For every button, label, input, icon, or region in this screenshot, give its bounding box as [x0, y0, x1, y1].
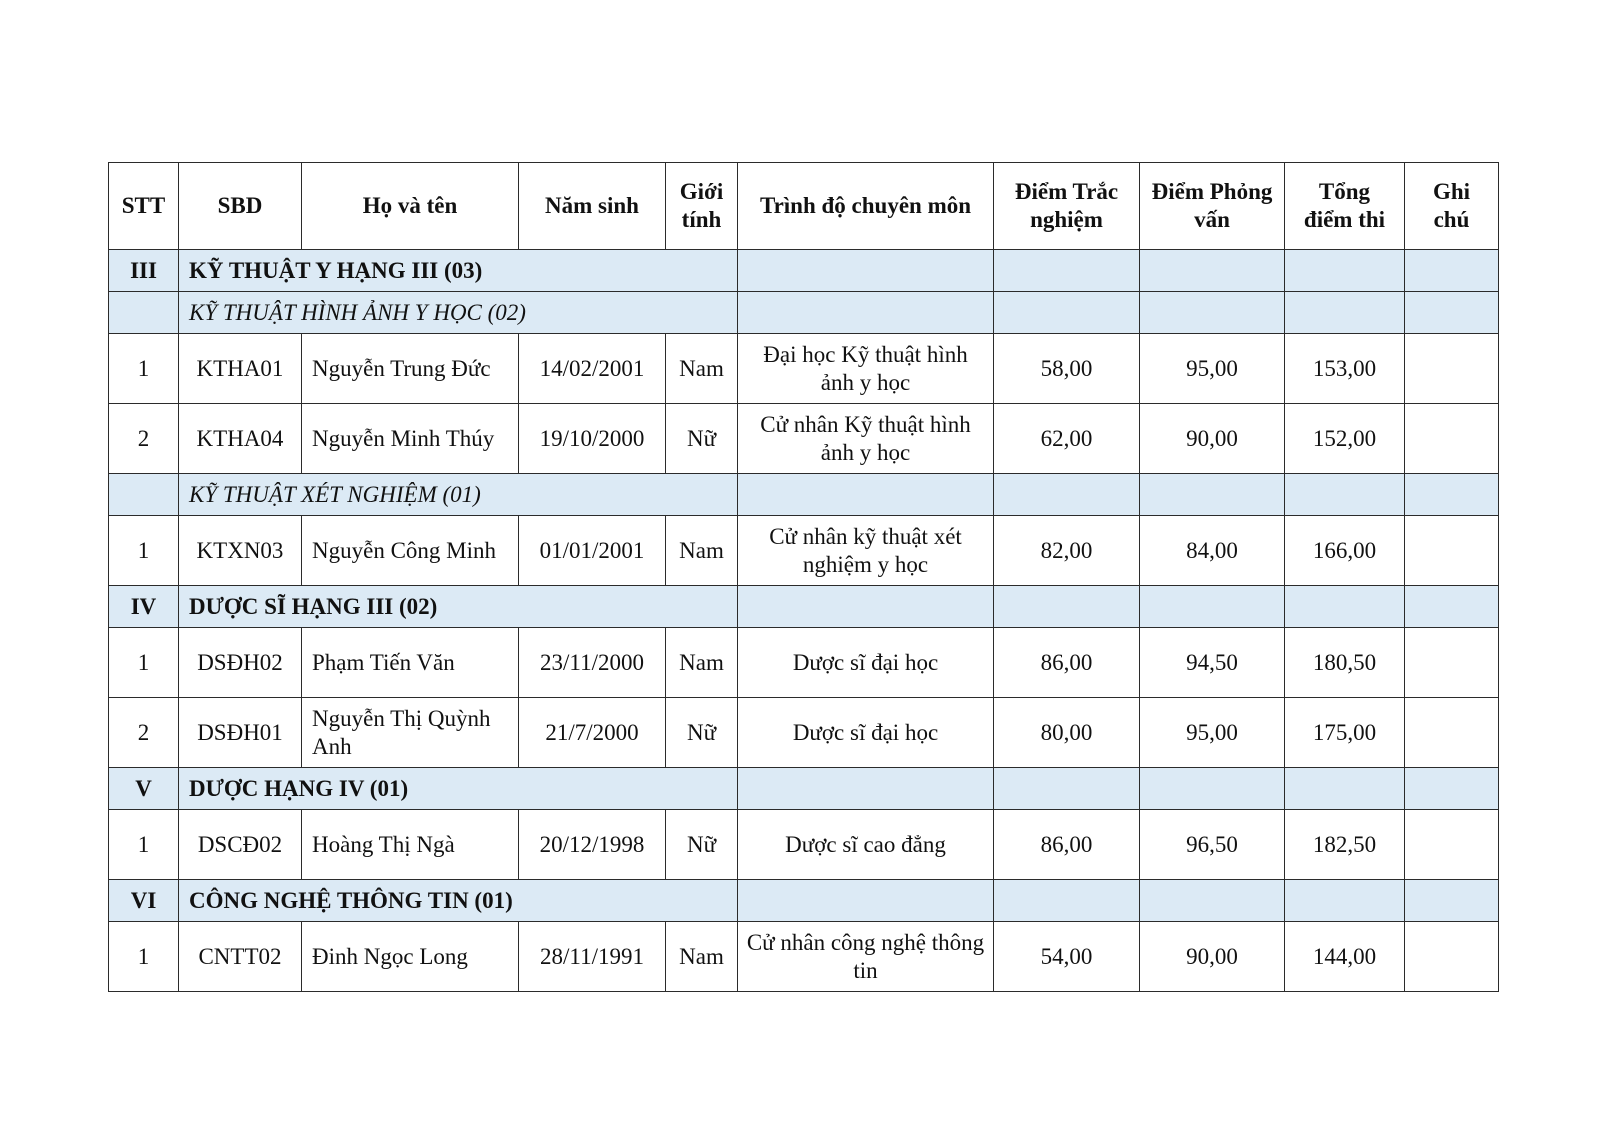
note-cell [1405, 698, 1499, 768]
name-cell: Hoàng Thị Ngà [302, 810, 519, 880]
test-score-cell: 82,00 [994, 516, 1140, 586]
gender-cell: Nam [666, 516, 738, 586]
header-name: Họ và tên [302, 163, 519, 250]
header-gender: Giới tính [666, 163, 738, 250]
test-score-cell: 62,00 [994, 404, 1140, 474]
subsection-title: KỸ THUẬT XÉT NGHIỆM (01) [179, 474, 738, 516]
interview-score-cell: 90,00 [1140, 922, 1285, 992]
table-row [109, 334, 1499, 404]
note-cell [1405, 810, 1499, 880]
header-sbd: SBD [179, 163, 302, 250]
dob-cell: 14/02/2001 [519, 334, 666, 404]
interview-score-cell: 95,00 [1140, 698, 1285, 768]
empty-cell [1285, 474, 1405, 516]
results-table [108, 162, 1499, 992]
dob-cell: 19/10/2000 [519, 404, 666, 474]
qualification-cell: Đại học Kỹ thuật hình ảnh y học [738, 334, 994, 404]
empty-cell [1285, 880, 1405, 922]
stt-cell: 1 [109, 922, 179, 992]
empty-cell [994, 768, 1140, 810]
interview-score-cell: 96,50 [1140, 810, 1285, 880]
empty-cell [1405, 250, 1499, 292]
empty-cell [994, 292, 1140, 334]
table-row [109, 628, 1499, 698]
header-interview-score: Điểm Phỏng vấn [1140, 163, 1285, 250]
test-score-cell: 86,00 [994, 810, 1140, 880]
header-stt: STT [109, 163, 179, 250]
sbd-cell: KTXN03 [179, 516, 302, 586]
header-qualification: Trình độ chuyên môn [738, 163, 994, 250]
empty-cell [1140, 880, 1285, 922]
header-dob: Năm sinh [519, 163, 666, 250]
name-cell: Nguyễn Trung Đức [302, 334, 519, 404]
header-row [109, 163, 1499, 250]
sbd-cell: KTHA01 [179, 334, 302, 404]
stt-cell: 1 [109, 334, 179, 404]
stt-cell: 1 [109, 810, 179, 880]
section-title: DƯỢC HẠNG IV (01) [179, 768, 738, 810]
empty-cell [1140, 474, 1285, 516]
name-cell: Nguyễn Công Minh [302, 516, 519, 586]
note-cell [1405, 628, 1499, 698]
test-score-cell: 86,00 [994, 628, 1140, 698]
section-row [109, 250, 1499, 292]
section-number: V [109, 768, 179, 810]
section-title: KỸ THUẬT Y HẠNG III (03) [179, 250, 738, 292]
sbd-cell: DSĐH02 [179, 628, 302, 698]
empty-cell [1140, 586, 1285, 628]
section-row [109, 768, 1499, 810]
gender-cell: Nữ [666, 698, 738, 768]
test-score-cell: 80,00 [994, 698, 1140, 768]
empty-cell [738, 768, 994, 810]
name-cell: Phạm Tiến Văn [302, 628, 519, 698]
stt-cell: 1 [109, 628, 179, 698]
test-score-cell: 54,00 [994, 922, 1140, 992]
header-total-score: Tổng điểm thi [1285, 163, 1405, 250]
empty-cell [1285, 768, 1405, 810]
subsection-title: KỸ THUẬT HÌNH ẢNH Y HỌC (02) [179, 292, 738, 334]
total-score-cell: 152,00 [1285, 404, 1405, 474]
stt-cell: 2 [109, 404, 179, 474]
sbd-cell: DSĐH01 [179, 698, 302, 768]
qualification-cell: Dược sĩ đại học [738, 698, 994, 768]
sbd-cell: CNTT02 [179, 922, 302, 992]
table-row [109, 922, 1499, 992]
empty-cell [738, 250, 994, 292]
section-number: III [109, 250, 179, 292]
empty-cell [1405, 586, 1499, 628]
note-cell [1405, 922, 1499, 992]
name-cell: Nguyễn Thị Quỳnh Anh [302, 698, 519, 768]
subsection-row [109, 292, 1499, 334]
table-body [109, 250, 1499, 992]
dob-cell: 20/12/1998 [519, 810, 666, 880]
header-note: Ghi chú [1405, 163, 1499, 250]
gender-cell: Nữ [666, 810, 738, 880]
dob-cell: 28/11/1991 [519, 922, 666, 992]
table-row [109, 810, 1499, 880]
dob-cell: 01/01/2001 [519, 516, 666, 586]
empty-cell [738, 292, 994, 334]
section-number: VI [109, 880, 179, 922]
dob-cell: 21/7/2000 [519, 698, 666, 768]
qualification-cell: Dược sĩ cao đẳng [738, 810, 994, 880]
empty-cell [1140, 250, 1285, 292]
interview-score-cell: 94,50 [1140, 628, 1285, 698]
stt-cell: 2 [109, 698, 179, 768]
empty-cell [1405, 292, 1499, 334]
subsection-number [109, 474, 179, 516]
empty-cell [1405, 880, 1499, 922]
note-cell [1405, 334, 1499, 404]
qualification-cell: Cử nhân công nghệ thông tin [738, 922, 994, 992]
empty-cell [1140, 292, 1285, 334]
empty-cell [994, 474, 1140, 516]
section-title: DƯỢC SĨ HẠNG III (02) [179, 586, 738, 628]
empty-cell [1285, 250, 1405, 292]
section-title: CÔNG NGHỆ THÔNG TIN (01) [179, 880, 738, 922]
table-row [109, 516, 1499, 586]
empty-cell [738, 880, 994, 922]
dob-cell: 23/11/2000 [519, 628, 666, 698]
interview-score-cell: 90,00 [1140, 404, 1285, 474]
qualification-cell: Dược sĩ đại học [738, 628, 994, 698]
table-row [109, 698, 1499, 768]
total-score-cell: 166,00 [1285, 516, 1405, 586]
gender-cell: Nam [666, 334, 738, 404]
name-cell: Đinh Ngọc Long [302, 922, 519, 992]
total-score-cell: 182,50 [1285, 810, 1405, 880]
header-test-score: Điểm Trắc nghiệm [994, 163, 1140, 250]
section-number: IV [109, 586, 179, 628]
empty-cell [738, 474, 994, 516]
interview-score-cell: 95,00 [1140, 334, 1285, 404]
empty-cell [1405, 474, 1499, 516]
subsection-row [109, 474, 1499, 516]
empty-cell [1285, 586, 1405, 628]
empty-cell [1285, 292, 1405, 334]
qualification-cell: Cử nhân kỹ thuật xét nghiệm y học [738, 516, 994, 586]
sbd-cell: DSCĐ02 [179, 810, 302, 880]
gender-cell: Nam [666, 628, 738, 698]
total-score-cell: 153,00 [1285, 334, 1405, 404]
sbd-cell: KTHA04 [179, 404, 302, 474]
section-row [109, 586, 1499, 628]
test-score-cell: 58,00 [994, 334, 1140, 404]
subsection-number [109, 292, 179, 334]
empty-cell [738, 586, 994, 628]
interview-score-cell: 84,00 [1140, 516, 1285, 586]
table-row [109, 404, 1499, 474]
stt-cell: 1 [109, 516, 179, 586]
empty-cell [994, 880, 1140, 922]
note-cell [1405, 516, 1499, 586]
name-cell: Nguyễn Minh Thúy [302, 404, 519, 474]
note-cell [1405, 404, 1499, 474]
total-score-cell: 144,00 [1285, 922, 1405, 992]
section-row [109, 880, 1499, 922]
empty-cell [1140, 768, 1285, 810]
total-score-cell: 180,50 [1285, 628, 1405, 698]
gender-cell: Nam [666, 922, 738, 992]
empty-cell [1405, 768, 1499, 810]
qualification-cell: Cử nhân Kỹ thuật hình ảnh y học [738, 404, 994, 474]
total-score-cell: 175,00 [1285, 698, 1405, 768]
empty-cell [994, 586, 1140, 628]
empty-cell [994, 250, 1140, 292]
gender-cell: Nữ [666, 404, 738, 474]
